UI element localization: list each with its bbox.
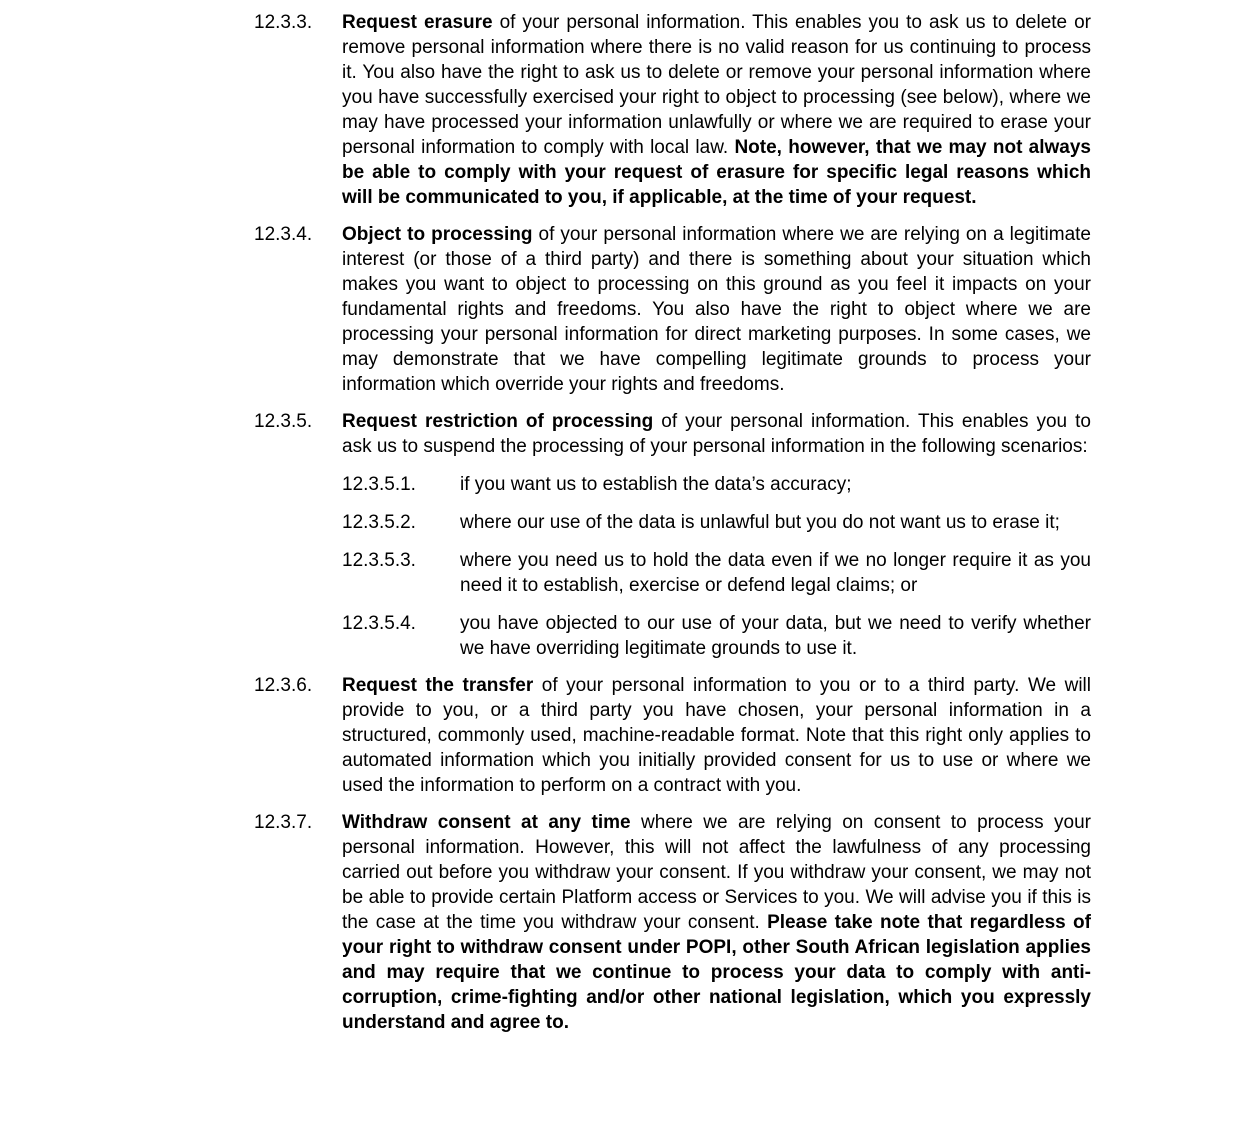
clause-12-3-6 (0, 673, 1241, 798)
clause-bold-lead: Withdraw consent at any time (342, 812, 631, 833)
clause-body (342, 10, 1091, 210)
subclause-text: you have objected to our use of your data, but we need to verify whether we have overriding legitimate grounds to use it. (460, 613, 1091, 659)
clause-bold-lead: Request restriction of processing (342, 411, 654, 432)
clause-body (342, 673, 1091, 798)
subclause-number: 12.3.5.4. (342, 613, 416, 634)
subclause-12-3-5-2 (0, 510, 1241, 535)
clause-body (342, 810, 1091, 1035)
clause-12-3-7 (0, 810, 1241, 1035)
subclause-number: 12.3.5.2. (342, 512, 416, 533)
clause-text: of your personal information. This enables you to ask us to delete or remove personal information where there is no valid reason for us continuing to process it. You also have the right to ask us to delete or remove your personal information where you have successfully exercised your right to object to processing (see below), where we may have processed your information unlawfully or where we are required to erase your personal information to comply with local law. (342, 12, 1092, 158)
clause-12-3-4 (0, 222, 1241, 397)
clause-text: of your personal information to you or to a third party. We will provide to you, or a third party you have chosen, your personal information in a structured, commonly used, machine-readable format. Note that this right only applies to automated information which you initially provided consent for us to use or where we used the information to perform on a contract with you. (342, 675, 1091, 796)
subclause-number: 12.3.5.3. (342, 550, 416, 571)
clause-bold-tail: Please take note that regardless of your right to withdraw consent under POPI, other South African legislation applies and may require that we continue to process your data to comply with anti-corruption, crime-fighting and/or other national legislation, which you expressly understand and agree to. (342, 912, 1091, 1033)
clause-body (342, 222, 1091, 397)
clause-bold-lead: Object to processing (342, 224, 533, 245)
clause-number: 12.3.7. (254, 812, 313, 833)
clause-text: of your personal information. This enables you to ask us to suspend the processing of your personal information in the following scenarios: (342, 411, 1091, 457)
clause-12-3-3 (0, 10, 1241, 210)
subclause-text: where you need us to hold the data even if we no longer require it as you need it to establish, exercise or defend legal claims; or (460, 550, 1091, 596)
clause-bold-lead: Request erasure (342, 12, 493, 33)
clause-bold-lead: Request the transfer (342, 675, 534, 696)
subclause-text: where our use of the data is unlawful but you do not want us to erase it; (460, 512, 1060, 533)
subclause-number: 12.3.5.1. (342, 474, 416, 495)
clause-number: 12.3.5. (254, 411, 313, 432)
clause-number: 12.3.6. (254, 675, 313, 696)
document-page (0, 10, 1241, 1047)
subclause-12-3-5-4 (0, 611, 1241, 661)
subclause-12-3-5-3 (0, 548, 1241, 598)
subclause-12-3-5-1 (0, 472, 1241, 497)
clause-number: 12.3.3. (254, 12, 313, 33)
clause-12-3-5 (0, 409, 1241, 661)
clause-bold-tail: Note, however, that we may not always be able to comply with your request of erasure for specific legal reasons which will be communicated to you, if applicable, at the time of your request. (342, 137, 1091, 208)
clause-text: where we are relying on consent to process your personal information. However, this will not affect the lawfulness of any processing carried out before you withdraw your consent. If you withdraw your consent, we may not be able to provide certain Platform access or Services to you. We will advise you if this is the case at the time you withdraw your consent. (342, 812, 1091, 933)
clause-text: of your personal information where we are relying on a legitimate interest (or those of a third party) and there is something about your situation which makes you want to object to processing on this ground as you feel it impacts on your fundamental rights and freedoms. You also have the right to object where we are processing your personal information for direct marketing purposes. In some cases, we may demonstrate that we have compelling legitimate grounds to process your information which override your rights and freedoms. (342, 224, 1091, 395)
clause-number: 12.3.4. (254, 224, 313, 245)
clause-body (342, 409, 1091, 459)
subclause-text: if you want us to establish the data’s accuracy; (460, 474, 852, 495)
